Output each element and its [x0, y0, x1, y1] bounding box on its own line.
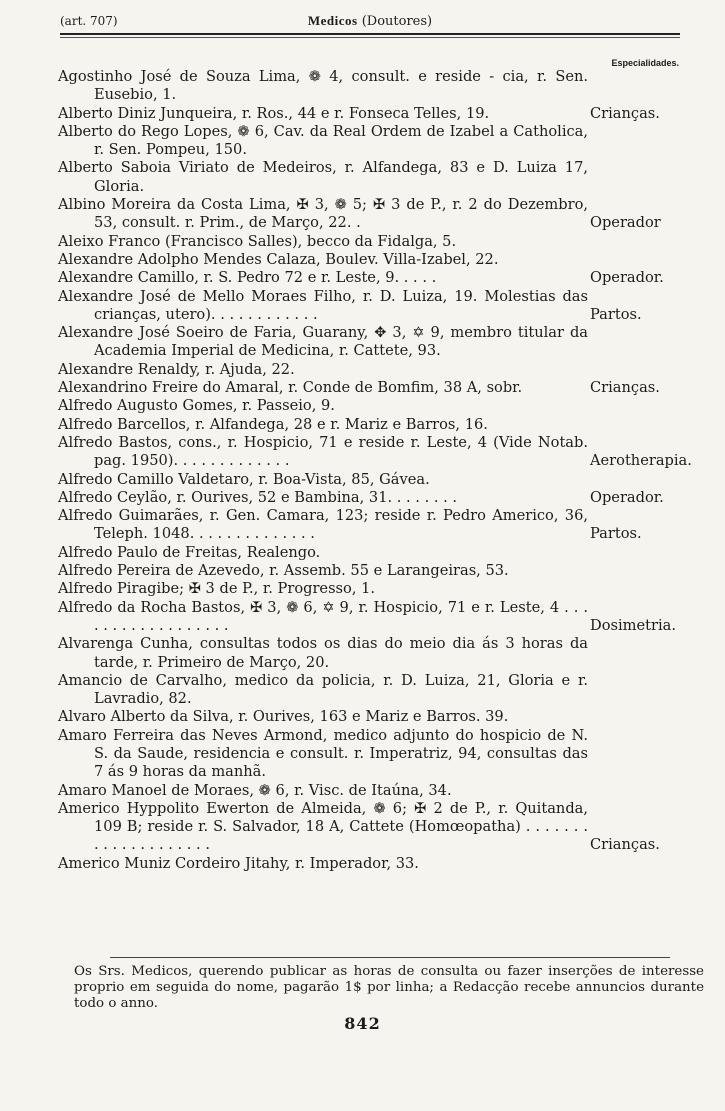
entry-text: Americo Hyppolito Ewerton de Almeida, ❁ 6; ✠ 2 de P., r. Quitanda, 109 B; reside r. S. Salvador, 18 A, Cattete (Homœopatha) . . . . . . . . . . . . . . . . . . . . [58, 799, 588, 854]
entry-text: Alfredo da Rocha Bastos, ✠ 3, ❁ 6, ✡ 9, r. Hospicio, 71 e r. Leste, 4 . . . . . . . . . . . . . . . . . . [58, 598, 588, 634]
list-item [58, 727, 684, 782]
list-item [58, 361, 684, 379]
entry-specialty: Operador. [590, 488, 664, 506]
entry-text: Alvaro Alberto da Silva, r. Ourives, 163 e Mariz e Barros. 39. [58, 708, 509, 726]
list-item [58, 233, 684, 251]
list-item [58, 782, 684, 800]
page-title [60, 10, 680, 33]
page-header [60, 10, 680, 32]
list-item [58, 708, 684, 726]
entry-text: Alexandre José de Mello Moraes Filho, r. D. Luiza, 19. Molestias das crianças, utero). . . . . . . . . . . . [58, 287, 588, 323]
list-item [58, 123, 684, 160]
entry-specialty: Crianças. [590, 836, 660, 854]
entry-text: Alexandre Camillo, r. S. Pedro 72 e r. Leste, 9. . . . . [58, 269, 437, 287]
entry-text: Albino Moreira da Costa Lima, ✠ 3, ❁ 5; ✠ 3 de P., r. 2 do Dezembro, 53, consult. r. Prim., de Março, 22. . [58, 196, 588, 232]
list-item [58, 288, 684, 325]
entry-text: Amaro Manoel de Moraes, ❁ 6, r. Visc. de Itaúna, 34. [58, 781, 452, 799]
list-item [58, 855, 684, 873]
entry-text: Alfredo Camillo Valdetaro, r. Boa-Vista, 85, Gávea. [58, 470, 430, 488]
list-item [58, 68, 684, 105]
entry-specialty: Partos. [590, 305, 642, 323]
entry-text: Amaro Ferreira das Neves Armond, medico adjunto do hospicio de N. S. da Saude, residencia e consult. r. Imperatriz, 94, consultas das 7 ás 9 horas da manhã. [58, 726, 588, 781]
entry-specialty: Operador. [590, 269, 664, 287]
entry-text: Alfredo Piragibe; ✠ 3 de P., r. Progresso, 1. [58, 580, 376, 598]
list-item [58, 562, 684, 580]
entry-text: Americo Muniz Cordeiro Jitahy, r. Imperador, 33. [58, 854, 419, 872]
entry-text: Aleixo Franco (Francisco Salles), becco da Fidalga, 5. [58, 232, 457, 250]
entry-text: Alfredo Ceylão, r. Ourives, 52 e Bambina, 31. . . . . . . . [58, 488, 458, 506]
entry-text: Alfredo Bastos, cons., r. Hospicio, 71 e reside r. Leste, 4 (Vide Notab. pag. 1950). . . . . . . . . . . . . [58, 433, 588, 470]
entry-text: Alberto do Rego Lopes, ❁ 6, Cav. da Real Ordem de Izabel a Catholica, r. Sen. Pompeu, 150. [58, 122, 588, 159]
entries-list [58, 68, 692, 873]
list-item [58, 251, 684, 269]
list-item [58, 489, 684, 507]
entry-specialty: Crianças. [590, 104, 660, 122]
header-rule-thin [60, 37, 680, 38]
entry-text: Alvarenga Cunha, consultas todos os dias do meio dia ás 3 horas da tarde, r. Primeiro de Março, 20. [58, 635, 588, 671]
list-item [58, 324, 684, 361]
entry-text: Amancio de Carvalho, medico da policia, r. D. Luiza, 21, Gloria e r. Lavradio, 82. [58, 671, 588, 708]
list-item [58, 580, 684, 598]
entry-text: Alexandre José Soeiro de Faria, Guarany, ✥ 3, ✡ 9, membro titular da Academia Imperial de Medicina, r. Cattete, 93. [58, 324, 588, 360]
entry-text: Alfredo Augusto Gomes, r. Passeio, 9. [58, 397, 335, 415]
specialties-heading: Especialidades. [611, 58, 679, 68]
article-reference: (art. 707) [60, 14, 118, 28]
entry-text: Alexandre Renaldy, r. Ajuda, 22. [58, 360, 295, 378]
entry-specialty: Crianças. [590, 379, 660, 397]
entry-text: Alfredo Guimarães, r. Gen. Camara, 123; reside r. Pedro Americo, 36, Teleph. 1048. . . . . . . . . . . . . . [58, 507, 588, 543]
list-item [58, 397, 684, 415]
list-item [58, 544, 684, 562]
entry-text: Alberto Diniz Junqueira, r. Ros., 44 e r. Fonseca Telles, 19. [58, 104, 490, 122]
list-item [58, 159, 684, 196]
entry-text: Alberto Saboia Viriato de Medeiros, r. Alfandega, 83 e D. Luiza 17, Gloria. [58, 159, 588, 195]
list-item [58, 672, 684, 709]
list-item [58, 416, 684, 434]
footnote-text: Os Srs. Medicos, querendo publicar as horas de consulta ou fazer inserções de interesse proprio em seguida do nome, pagarão 1$ por linha; a Redacção recebe annuncios durante todo o anno. [74, 964, 704, 1011]
entry-text: Alfredo Paulo de Freitas, Realengo. [58, 543, 321, 561]
entry-text: Alexandre Adolpho Mendes Calaza, Boulev. Villa-Izabel, 22. [58, 250, 499, 268]
list-item [58, 196, 684, 233]
entry-specialty: Aerotherapia. [590, 452, 692, 470]
list-item [58, 105, 684, 123]
entry-specialty: Operador [590, 214, 661, 232]
title-doutores: (Doutores) [361, 14, 433, 29]
list-item [58, 433, 692, 471]
footnote-rule [110, 957, 670, 958]
entry-specialty: Partos. [590, 525, 642, 543]
header-rule [60, 33, 680, 35]
list-item [58, 635, 684, 672]
entry-specialty: Dosimetria. [590, 616, 676, 634]
list-item [58, 507, 684, 544]
footnote [74, 964, 704, 1012]
entry-text: Alfredo Pereira de Azevedo, r. Assemb. 55 e Larangeiras, 53. [58, 562, 509, 580]
list-item [58, 599, 684, 636]
list-item [58, 269, 684, 287]
list-item [58, 379, 684, 397]
list-item [58, 471, 684, 489]
entry-text: Agostinho José de Souza Lima, ❁ 4, consult. e reside - cia, r. Sen. Eusebio, 1. [58, 68, 588, 104]
list-item [58, 800, 684, 855]
title-medicos: Medicos [307, 13, 358, 28]
entry-text: Alexandrino Freire do Amaral, r. Conde de Bomfim, 38 A, sobr. [58, 379, 523, 397]
entry-text: Alfredo Barcellos, r. Alfandega, 28 e r. Mariz e Barros, 16. [58, 415, 488, 433]
page-number: 842 [344, 1014, 381, 1033]
